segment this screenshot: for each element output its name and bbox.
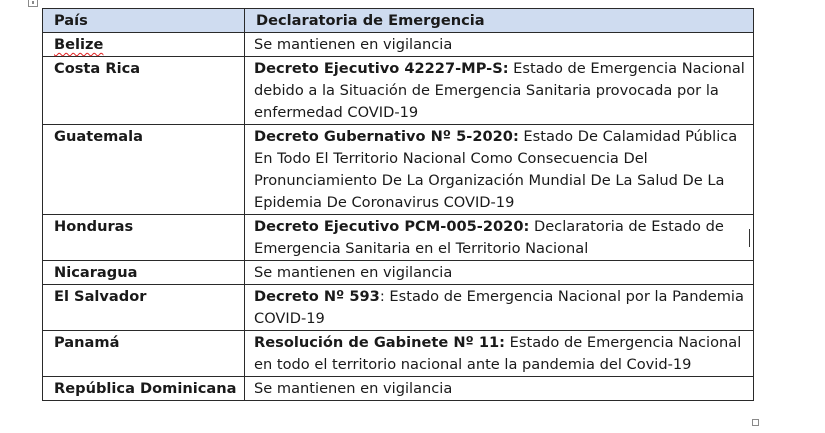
country-cell[interactable]	[43, 125, 245, 215]
country-cell[interactable]	[43, 57, 245, 125]
declaration-cell[interactable]	[245, 331, 754, 377]
country-name: Honduras	[54, 218, 134, 235]
declaration-text: Se mantienen en vigilancia	[254, 264, 453, 281]
decree-name: Decreto Ejecutivo 42227-MP-S:	[254, 60, 509, 77]
declaration-cell[interactable]	[245, 33, 754, 57]
table-row	[43, 331, 754, 377]
declaration-text: Se mantienen en vigilancia	[254, 36, 453, 53]
country-name: Panamá	[54, 334, 120, 351]
decree-name: Decreto Ejecutivo PCM-005-2020:	[254, 218, 530, 235]
declaration-text: Declaratoria de Estado de Emergencia Sanitaria en el Territorio Nacional	[254, 218, 724, 257]
country-name: El Salvador	[54, 288, 147, 305]
decree-name: Decreto Nº 593	[254, 288, 380, 305]
declaration-text: : Estado de Emergencia Nacional por la Pandemia COVID-19	[254, 288, 744, 327]
country-cell[interactable]	[43, 215, 245, 261]
declaration-text: Estado de Emergencia Nacional debido a la Situación de Emergencia Sanitaria provocada por la enfermedad COVID-19	[254, 60, 745, 121]
table-row	[43, 377, 754, 401]
table-row	[43, 215, 754, 261]
declaration-text: Estado De Calamidad Pública En Todo El Territorio Nacional Como Consecuencia Del Pronunciamiento De La Organización Mundial De La Salud De La Epidemia De Coronavirus COVID-19	[254, 128, 738, 211]
decree-name: Decreto Gubernativo Nº 5-2020:	[254, 128, 519, 145]
decree-name: Resolución de Gabinete Nº 11:	[254, 334, 506, 351]
country-name: Costa Rica	[54, 60, 141, 77]
declaration-text: Se mantienen en vigilancia	[254, 380, 453, 397]
declaration-cell[interactable]	[245, 57, 754, 125]
country-cell[interactable]	[43, 261, 245, 285]
header-country: País	[43, 9, 245, 33]
text-cursor	[749, 229, 750, 247]
table-row	[43, 33, 754, 57]
emergency-declaration-table	[42, 8, 754, 401]
country-cell[interactable]	[43, 285, 245, 331]
country-cell[interactable]	[43, 331, 245, 377]
table-row	[43, 285, 754, 331]
country-cell[interactable]	[43, 33, 245, 57]
table-move-handle-icon[interactable]	[28, 0, 38, 7]
table-row	[43, 125, 754, 215]
declaration-cell[interactable]	[245, 125, 754, 215]
country-name: Belize	[54, 36, 104, 53]
declaration-cell[interactable]	[245, 261, 754, 285]
declaration-cell[interactable]	[245, 285, 754, 331]
country-name: República Dominicana	[54, 380, 237, 397]
country-name: Guatemala	[54, 128, 143, 145]
table-resize-handle-icon[interactable]	[752, 419, 759, 426]
declaration-cell[interactable]	[245, 215, 754, 261]
declaration-text: Estado de Emergencia Nacional en todo el territorio nacional ante la pandemia del Covid-19	[254, 334, 742, 373]
table-row	[43, 57, 754, 125]
table-header-row	[43, 9, 754, 33]
declaration-cell[interactable]	[245, 377, 754, 401]
header-declaration: Declaratoria de Emergencia	[245, 9, 754, 33]
country-cell[interactable]	[43, 377, 245, 401]
table-row	[43, 261, 754, 285]
country-name: Nicaragua	[54, 264, 138, 281]
